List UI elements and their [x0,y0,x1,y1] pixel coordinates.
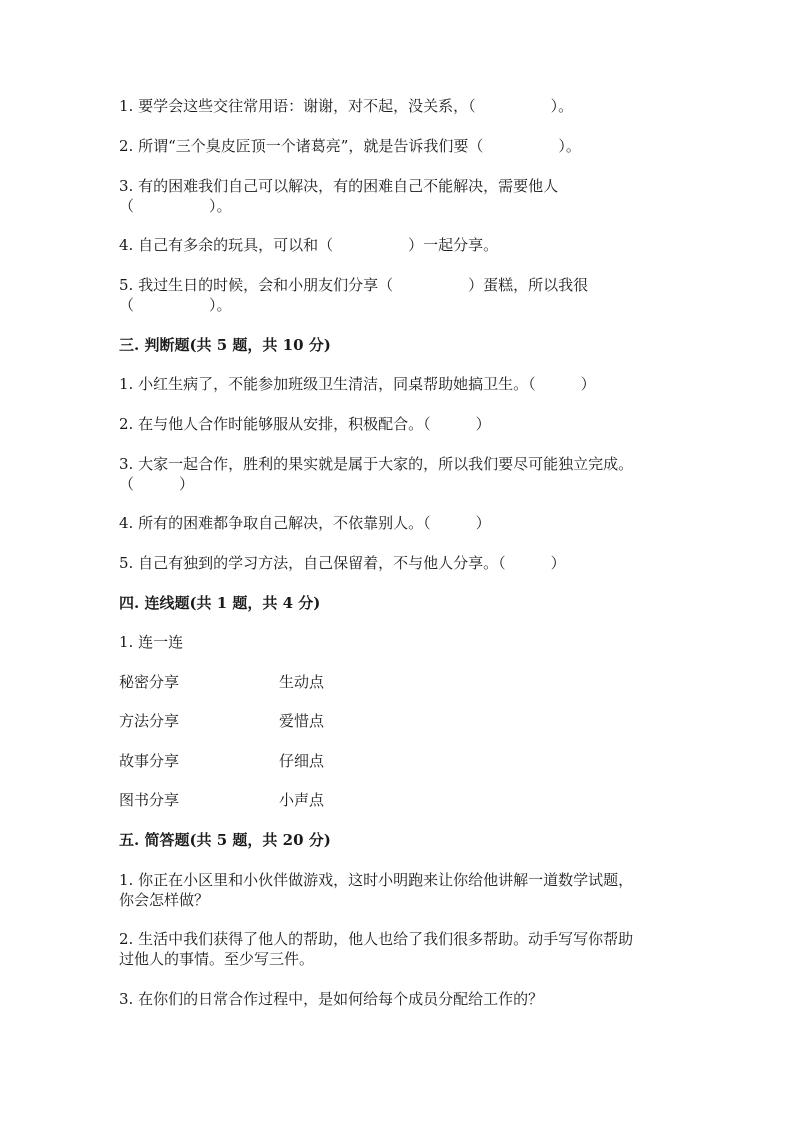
short-answer-question-2-line-1: 2. 生活中我们获得了他人的帮助，他人也给了我们很多帮助。动手写写你帮助 [119,930,634,948]
short-answer-question-1-line-1: 1. 你正在小区里和小伙伴做游戏，这时小明跑来让你给他讲解一道数学试题， [119,871,634,889]
fill-question-3-line-2: （ ）。 [119,197,232,215]
judge-question-2: 2. 在与他人合作时能够服从安排，积极配合。（ ） [119,415,491,433]
match-right-item: 仔细点 [279,752,325,770]
match-right-item: 生动点 [279,673,325,691]
fill-question-4: 4. 自己有多余的玩具，可以和（ ）一起分享。 [119,236,499,254]
fill-question-2: 2. 所谓“三个臭皮匠顶一个诸葛亮”，就是告诉我们要（ ）。 [119,137,581,155]
short-answer-section-heading: 五. 简答题(共 5 题，共 20 分) [119,831,331,849]
match-left-item: 图书分享 [119,791,180,809]
match-right-item: 爱惜点 [279,712,325,730]
judge-question-3-line-2: （ ） [119,475,195,493]
fill-question-5-line-1: 5. 我过生日的时候，会和小朋友们分享（ ）蛋糕，所以我很 [119,276,589,294]
judge-question-5: 5. 自己有独到的学习方法，自己保留着，不与他人分享。（ ） [119,554,566,572]
fill-question-3-line-1: 3. 有的困难我们自己可以解决，有的困难自己不能解决，需要他人 [119,177,559,195]
fill-question-1: 1. 要学会这些交往常用语：谢谢，对不起，没关系，（ ）。 [119,97,574,115]
judge-question-4: 4. 所有的困难都争取自己解决，不依靠别人。（ ） [119,514,491,532]
match-question-1: 1. 连一连 [119,633,184,651]
judge-question-3-line-1: 3. 大家一起合作，胜利的果实就是属于大家的，所以我们要尽可能独立完成。 [119,455,634,473]
match-left-item: 秘密分享 [119,673,180,691]
judge-question-1: 1. 小红生病了，不能参加班级卫生清洁，同桌帮助她搞卫生。（ ） [119,375,596,393]
short-answer-question-3: 3. 在你们的日常合作过程中，是如何给每个成员分配给工作的？ [119,990,544,1008]
match-left-item: 故事分享 [119,752,180,770]
short-answer-question-1-line-2: 你会怎样做？ [119,891,210,909]
match-right-item: 小声点 [279,791,325,809]
match-section-heading: 四. 连线题(共 1 题，共 4 分) [119,594,321,612]
judge-section-heading: 三. 判断题(共 5 题，共 10 分) [119,336,331,354]
short-answer-question-2-line-2: 过他人的事情。至少写三件。 [119,950,315,968]
fill-question-5-line-2: （ ）。 [119,296,232,314]
match-left-item: 方法分享 [119,712,180,730]
